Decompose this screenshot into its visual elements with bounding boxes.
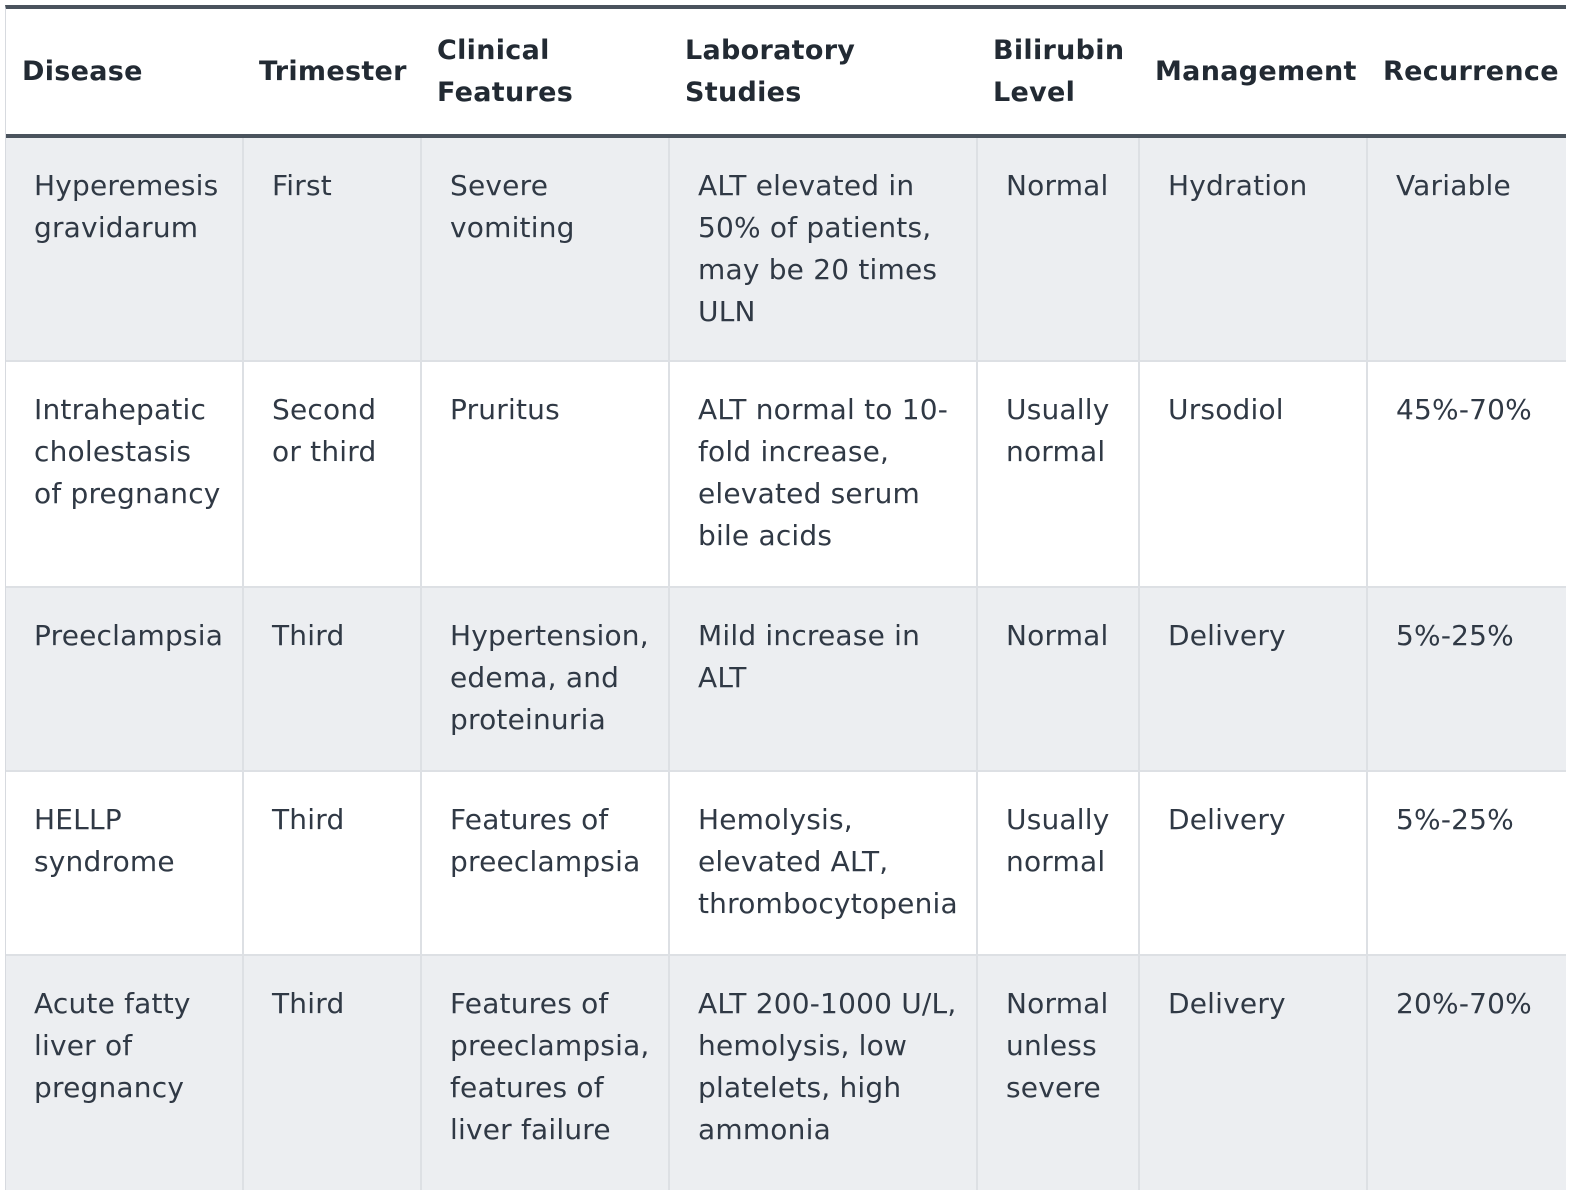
cell-text-line: liver of: [34, 1029, 133, 1062]
liver-disease-in-pregnancy-table: [6, 9, 1566, 1190]
cell-trimester: [243, 136, 421, 361]
cell-disease: [6, 587, 243, 771]
cell-text-line: Normal: [1006, 169, 1109, 202]
cell-text-line: ULN: [698, 295, 756, 328]
cell-trimester: [243, 771, 421, 955]
header-recurrence: Recurrence: [1367, 9, 1566, 136]
cell-text-line: severe: [1006, 1071, 1101, 1104]
cell-text-line: preeclampsia: [450, 845, 641, 878]
cell-bilirubin-level: [977, 136, 1139, 361]
cell-laboratory-studies: [669, 136, 977, 361]
cell-text-line: normal: [1006, 845, 1106, 878]
cell-disease: [6, 361, 243, 587]
table-row: [6, 955, 1566, 1190]
cell-text-line: 5%-25%: [1396, 619, 1514, 652]
cell-clinical-features: [421, 136, 669, 361]
table-row: [6, 771, 1566, 955]
cell-text-line: 45%-70%: [1396, 393, 1532, 426]
cell-text-line: Second: [272, 393, 377, 426]
cell-text-line: First: [272, 169, 332, 202]
cell-text-line: hemolysis, low: [698, 1029, 908, 1062]
cell-text-line: Delivery: [1168, 619, 1286, 652]
cell-text-line: Severe: [450, 169, 549, 202]
header-laboratory-studies: Laboratory Studies: [669, 9, 977, 136]
cell-text-line: Features of: [450, 803, 609, 836]
cell-text-line: cholestasis: [34, 435, 192, 468]
cell-text-line: Usually: [1006, 393, 1110, 426]
cell-text-line: platelets, high: [698, 1071, 902, 1104]
cell-text-line: ALT elevated in: [698, 169, 915, 202]
cell-text-line: ALT normal to 10-: [698, 393, 949, 426]
cell-management: [1139, 587, 1367, 771]
cell-text-line: features of: [450, 1071, 604, 1104]
cell-text-line: or third: [272, 435, 377, 468]
cell-clinical-features: [421, 771, 669, 955]
cell-text-line: Features of: [450, 987, 609, 1020]
header-row: [6, 9, 1566, 136]
table-row: [6, 361, 1566, 587]
cell-text-line: may be 20 times: [698, 253, 938, 286]
cell-text-line: Hydration: [1168, 169, 1308, 202]
cell-laboratory-studies: [669, 361, 977, 587]
cell-text-line: Acute fatty: [34, 987, 191, 1020]
cell-bilirubin-level: [977, 361, 1139, 587]
cell-text-line: normal: [1006, 435, 1106, 468]
header-trimester: Trimester: [243, 9, 421, 136]
cell-text-line: Usually: [1006, 803, 1110, 836]
cell-text-line: Normal: [1006, 619, 1109, 652]
cell-text-line: Intrahepatic: [34, 393, 207, 426]
cell-text-line: liver failure: [450, 1113, 611, 1146]
cell-text-line: ALT 200-1000 U/L,: [698, 987, 957, 1020]
cell-text-line: unless: [1006, 1029, 1097, 1062]
table-row: [6, 587, 1566, 771]
cell-text-line: Third: [272, 619, 345, 652]
cell-laboratory-studies: [669, 771, 977, 955]
cell-text-line: elevated ALT,: [698, 845, 889, 878]
cell-text-line: HELLP: [34, 803, 122, 836]
cell-text-line: of pregnancy: [34, 477, 221, 510]
cell-trimester: [243, 587, 421, 771]
cell-text-line: 5%-25%: [1396, 803, 1514, 836]
cell-text-line: Preeclampsia: [34, 619, 224, 652]
cell-disease: [6, 771, 243, 955]
header-management: Management: [1139, 9, 1367, 136]
cell-recurrence: [1367, 136, 1566, 361]
cell-text-line: Delivery: [1168, 803, 1286, 836]
cell-text-line: bile acids: [698, 519, 833, 552]
cell-text-line: gravidarum: [34, 211, 199, 244]
header-clinical-features: Clinical Features: [421, 9, 669, 136]
cell-text-line: Hypertension,: [450, 619, 649, 652]
cell-text-line: proteinuria: [450, 703, 606, 736]
cell-text-line: pregnancy: [34, 1071, 185, 1104]
cell-laboratory-studies: [669, 587, 977, 771]
cell-text-line: Ursodiol: [1168, 393, 1284, 426]
cell-management: [1139, 771, 1367, 955]
cell-text-line: Variable: [1396, 169, 1511, 202]
header-disease: Disease: [6, 9, 243, 136]
cell-text-line: Hyperemesis: [34, 169, 219, 202]
cell-management: [1139, 361, 1367, 587]
cell-text-line: Delivery: [1168, 987, 1286, 1020]
cell-clinical-features: [421, 955, 669, 1190]
table-body: [6, 136, 1566, 1190]
cell-text-line: Normal: [1006, 987, 1109, 1020]
cell-recurrence: [1367, 587, 1566, 771]
cell-bilirubin-level: [977, 771, 1139, 955]
table-row: [6, 136, 1566, 361]
cell-recurrence: [1367, 361, 1566, 587]
cell-text-line: Mild increase in: [698, 619, 921, 652]
cell-text-line: syndrome: [34, 845, 175, 878]
cell-trimester: [243, 955, 421, 1190]
cell-laboratory-studies: [669, 955, 977, 1190]
cell-text-line: edema, and: [450, 661, 620, 694]
cell-management: [1139, 955, 1367, 1190]
cell-disease: [6, 955, 243, 1190]
cell-bilirubin-level: [977, 955, 1139, 1190]
cell-clinical-features: [421, 361, 669, 587]
cell-recurrence: [1367, 955, 1566, 1190]
cell-text-line: 50% of patients,: [698, 211, 932, 244]
cell-disease: [6, 136, 243, 361]
cell-text-line: Pruritus: [450, 393, 560, 426]
cell-text-line: ammonia: [698, 1113, 831, 1146]
cell-text-line: Third: [272, 987, 345, 1020]
cell-text-line: thrombocytopenia: [698, 887, 958, 920]
cell-text-line: 20%-70%: [1396, 987, 1532, 1020]
table-container: [5, 5, 1566, 1190]
table-header: [6, 9, 1566, 136]
cell-text-line: vomiting: [450, 211, 575, 244]
cell-management: [1139, 136, 1367, 361]
header-bilirubin-level: Bilirubin Level: [977, 9, 1139, 136]
cell-clinical-features: [421, 587, 669, 771]
cell-text-line: fold increase,: [698, 435, 890, 468]
cell-text-line: Hemolysis,: [698, 803, 853, 836]
cell-bilirubin-level: [977, 587, 1139, 771]
cell-text-line: preeclampsia,: [450, 1029, 650, 1062]
cell-text-line: elevated serum: [698, 477, 920, 510]
cell-recurrence: [1367, 771, 1566, 955]
cell-text-line: Third: [272, 803, 345, 836]
cell-text-line: ALT: [698, 661, 747, 694]
cell-trimester: [243, 361, 421, 587]
